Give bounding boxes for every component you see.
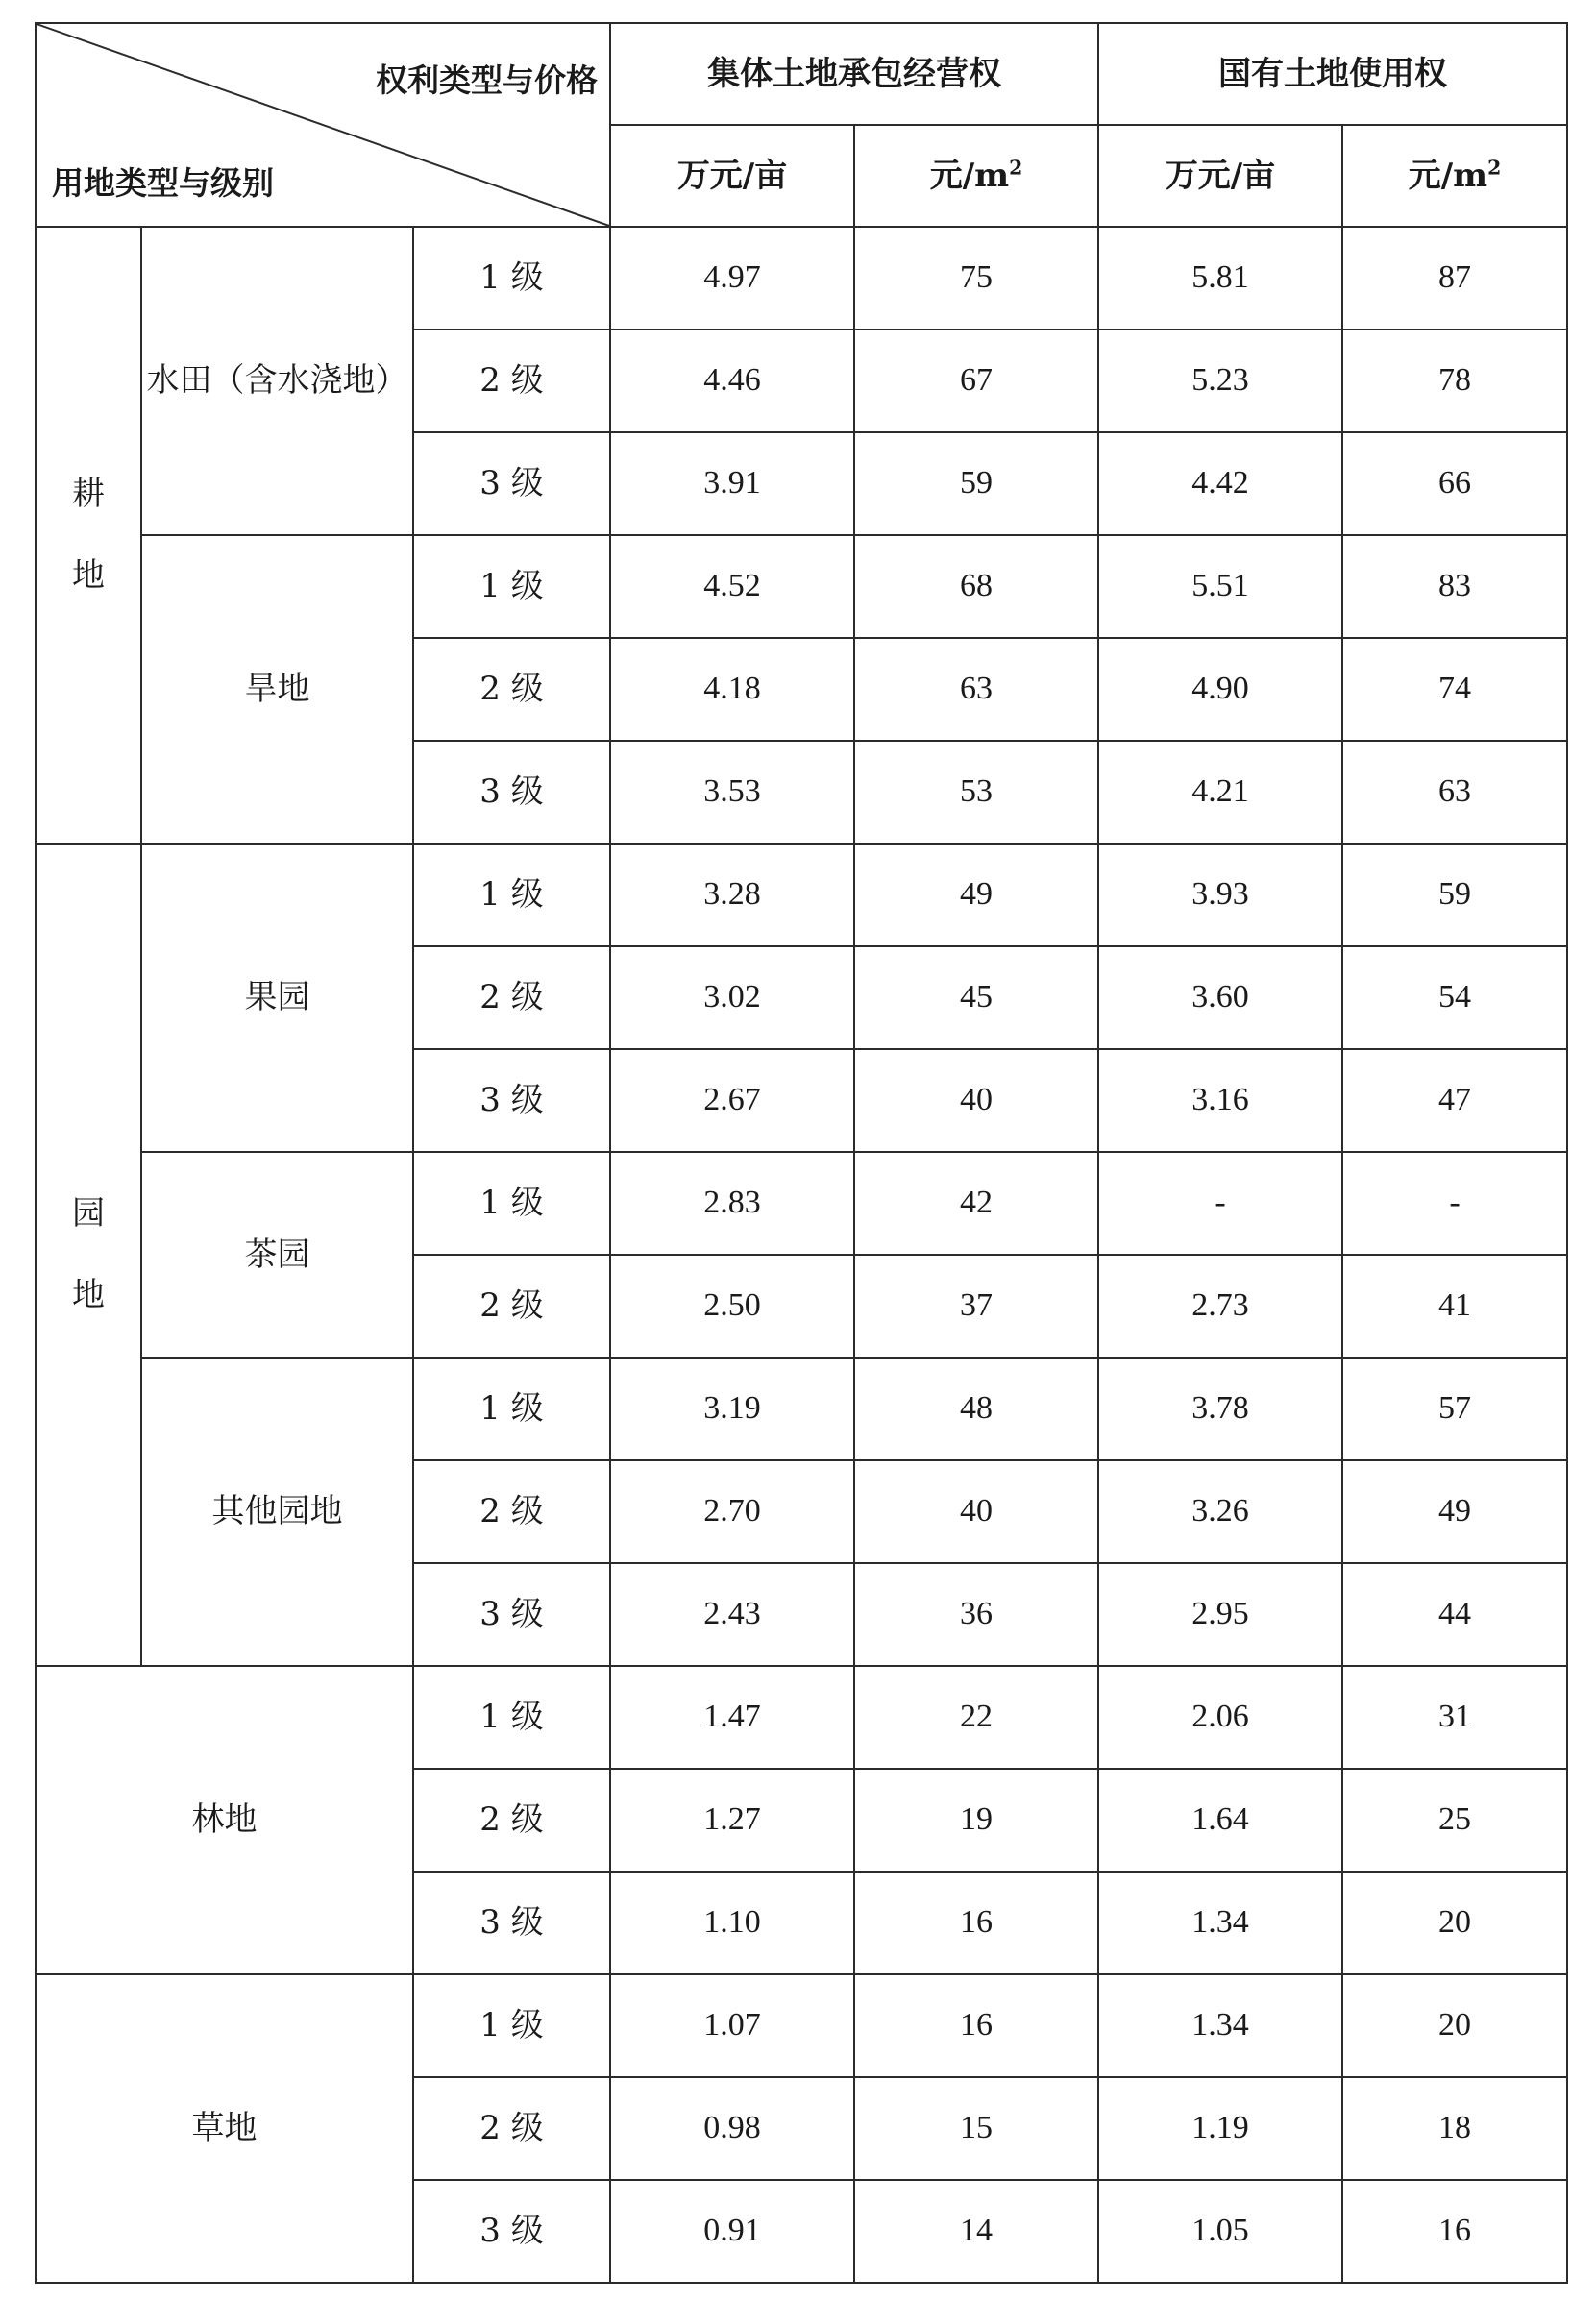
- state-price-per-mu: 1.34: [1098, 1872, 1342, 1974]
- state-price-per-m2: 41: [1342, 1255, 1567, 1358]
- collective-price-per-mu: 3.19: [610, 1358, 854, 1460]
- subcategory-label: 果园: [244, 978, 310, 1017]
- state-price-per-m2: 57: [1342, 1358, 1567, 1460]
- state-price-per-mu: 5.23: [1098, 330, 1342, 432]
- state-price-per-mu: 4.90: [1098, 638, 1342, 741]
- grade-cell: 1 级: [413, 1152, 610, 1255]
- state-price-per-m2: 49: [1342, 1460, 1567, 1563]
- table-body: [36, 23, 1567, 2283]
- state-price-per-m2: 66: [1342, 432, 1567, 535]
- unit-header-collective-m2: [854, 125, 1098, 227]
- unit-header-collective-mu: [610, 125, 854, 227]
- collective-price-per-mu: 4.18: [610, 638, 854, 741]
- grade-cell: 2 级: [413, 1255, 610, 1358]
- table-row: [36, 227, 1567, 330]
- category-cell: [36, 1666, 413, 1974]
- table-row: [36, 535, 1567, 638]
- unit-superscript: 2: [1009, 156, 1023, 180]
- land-price-table: [35, 22, 1568, 2284]
- state-price-per-mu: 1.05: [1098, 2180, 1342, 2283]
- grade-cell: 2 级: [413, 638, 610, 741]
- collective-price-per-m2: 75: [854, 227, 1098, 330]
- collective-price-per-m2: 36: [854, 1563, 1098, 1666]
- subcategory-label: 水田（含水浇地）: [146, 361, 408, 401]
- collective-price-per-mu: 4.46: [610, 330, 854, 432]
- collective-price-per-mu: 3.91: [610, 432, 854, 535]
- corner-label-landuse: 用地类型与级别: [52, 163, 274, 202]
- state-price-per-m2: 74: [1342, 638, 1567, 741]
- unit-text: 元/m: [929, 156, 1010, 195]
- collective-price-per-m2: 67: [854, 330, 1098, 432]
- table-row: [36, 1152, 1567, 1255]
- state-price-per-mu: 3.78: [1098, 1358, 1342, 1460]
- collective-price-per-m2: 19: [854, 1769, 1098, 1872]
- grade-cell: 2 级: [413, 330, 610, 432]
- grade-cell: 1 级: [413, 1358, 610, 1460]
- state-price-per-mu: 5.81: [1098, 227, 1342, 330]
- state-price-per-m2: 83: [1342, 535, 1567, 638]
- state-price-per-mu: 2.95: [1098, 1563, 1342, 1666]
- collective-price-per-mu: 3.28: [610, 844, 854, 946]
- table-row: [36, 1358, 1567, 1460]
- subcategory-cell: [141, 1358, 413, 1666]
- grade-cell: 1 级: [413, 1666, 610, 1769]
- grade-cell: 3 级: [413, 741, 610, 844]
- state-price-per-m2: -: [1342, 1152, 1567, 1255]
- collective-price-per-m2: 45: [854, 946, 1098, 1049]
- unit-text: 万元/亩: [676, 156, 788, 195]
- state-price-per-m2: 47: [1342, 1049, 1567, 1152]
- grade-cell: 1 级: [413, 227, 610, 330]
- collective-price-per-m2: 53: [854, 741, 1098, 844]
- collective-price-per-mu: 2.67: [610, 1049, 854, 1152]
- table-row: [36, 1974, 1567, 2077]
- subcategory-label: 旱地: [244, 670, 310, 709]
- collective-price-per-mu: 1.47: [610, 1666, 854, 1769]
- unit-text: 元/m: [1408, 156, 1488, 195]
- state-price-per-m2: 18: [1342, 2077, 1567, 2180]
- state-price-per-mu: 3.26: [1098, 1460, 1342, 1563]
- category-label: 林地: [191, 1800, 258, 1840]
- subcategory-cell: [141, 227, 413, 535]
- collective-price-per-mu: 2.70: [610, 1460, 854, 1563]
- grade-cell: 2 级: [413, 1460, 610, 1563]
- state-price-per-m2: 31: [1342, 1666, 1567, 1769]
- grade-cell: 2 级: [413, 1769, 610, 1872]
- unit-superscript: 2: [1487, 156, 1502, 180]
- grade-cell: 3 级: [413, 1563, 610, 1666]
- collective-price-per-m2: 15: [854, 2077, 1098, 2180]
- collective-price-per-m2: 42: [854, 1152, 1098, 1255]
- state-price-per-mu: 1.19: [1098, 2077, 1342, 2180]
- state-price-per-mu: 2.73: [1098, 1255, 1342, 1358]
- state-price-per-m2: 20: [1342, 1974, 1567, 2077]
- collective-price-per-mu: 2.50: [610, 1255, 854, 1358]
- category-cell: [36, 1974, 413, 2283]
- state-price-per-m2: 63: [1342, 741, 1567, 844]
- state-price-per-m2: 20: [1342, 1872, 1567, 1974]
- grade-cell: 3 级: [413, 1872, 610, 1974]
- state-price-per-mu: 2.06: [1098, 1666, 1342, 1769]
- collective-price-per-m2: 16: [854, 1974, 1098, 2077]
- state-price-per-m2: 87: [1342, 227, 1567, 330]
- group-header-collective: 集体土地承包经营权: [610, 23, 1098, 125]
- state-price-per-m2: 78: [1342, 330, 1567, 432]
- collective-price-per-mu: 1.10: [610, 1872, 854, 1974]
- collective-price-per-mu: 0.98: [610, 2077, 854, 2180]
- collective-price-per-mu: 4.52: [610, 535, 854, 638]
- collective-price-per-mu: 1.27: [610, 1769, 854, 1872]
- subcategory-label: 其他园地: [211, 1492, 343, 1531]
- collective-price-per-m2: 37: [854, 1255, 1098, 1358]
- collective-price-per-mu: 4.97: [610, 227, 854, 330]
- unit-text: 万元/亩: [1165, 156, 1276, 195]
- state-price-per-m2: 59: [1342, 844, 1567, 946]
- category-label: 耕 地: [72, 475, 105, 596]
- collective-price-per-mu: 0.91: [610, 2180, 854, 2283]
- state-price-per-mu: 4.42: [1098, 432, 1342, 535]
- corner-diagonal-cell: [36, 23, 610, 227]
- grade-cell: 1 级: [413, 844, 610, 946]
- category-cell: [36, 844, 141, 1666]
- subcategory-label: 茶园: [244, 1235, 310, 1274]
- collective-price-per-m2: 49: [854, 844, 1098, 946]
- category-cell: [36, 227, 141, 844]
- unit-header-state-mu: [1098, 125, 1342, 227]
- state-price-per-m2: 25: [1342, 1769, 1567, 1872]
- collective-price-per-m2: 14: [854, 2180, 1098, 2283]
- state-price-per-mu: 4.21: [1098, 741, 1342, 844]
- grade-cell: 1 级: [413, 1974, 610, 2077]
- table-row: [36, 844, 1567, 946]
- unit-header-state-m2: [1342, 125, 1567, 227]
- subcategory-cell: [141, 535, 413, 844]
- table-row: [36, 1666, 1567, 1769]
- collective-price-per-mu: 3.53: [610, 741, 854, 844]
- state-price-per-mu: 1.34: [1098, 1974, 1342, 2077]
- category-label: 园 地: [72, 1194, 105, 1315]
- subcategory-cell: [141, 844, 413, 1152]
- collective-price-per-mu: 2.83: [610, 1152, 854, 1255]
- group-header-state: 国有土地使用权: [1098, 23, 1567, 125]
- state-price-per-mu: 3.16: [1098, 1049, 1342, 1152]
- grade-cell: 1 级: [413, 535, 610, 638]
- state-price-per-mu: 3.93: [1098, 844, 1342, 946]
- grade-cell: 3 级: [413, 2180, 610, 2283]
- collective-price-per-m2: 22: [854, 1666, 1098, 1769]
- state-price-per-mu: 5.51: [1098, 535, 1342, 638]
- state-price-per-m2: 16: [1342, 2180, 1567, 2283]
- category-label: 草地: [191, 2109, 258, 2148]
- collective-price-per-m2: 16: [854, 1872, 1098, 1974]
- grade-cell: 2 级: [413, 2077, 610, 2180]
- state-price-per-m2: 44: [1342, 1563, 1567, 1666]
- collective-price-per-m2: 48: [854, 1358, 1098, 1460]
- grade-cell: 2 级: [413, 946, 610, 1049]
- collective-price-per-m2: 40: [854, 1049, 1098, 1152]
- state-price-per-m2: 54: [1342, 946, 1567, 1049]
- header-row-groups: [36, 23, 1567, 125]
- collective-price-per-mu: 3.02: [610, 946, 854, 1049]
- collective-price-per-mu: 2.43: [610, 1563, 854, 1666]
- state-price-per-mu: -: [1098, 1152, 1342, 1255]
- subcategory-cell: [141, 1152, 413, 1358]
- collective-price-per-m2: 68: [854, 535, 1098, 638]
- collective-price-per-m2: 59: [854, 432, 1098, 535]
- grade-cell: 3 级: [413, 432, 610, 535]
- state-price-per-mu: 1.64: [1098, 1769, 1342, 1872]
- collective-price-per-m2: 40: [854, 1460, 1098, 1563]
- collective-price-per-mu: 1.07: [610, 1974, 854, 2077]
- grade-cell: 3 级: [413, 1049, 610, 1152]
- state-price-per-mu: 3.60: [1098, 946, 1342, 1049]
- collective-price-per-m2: 63: [854, 638, 1098, 741]
- corner-label-rights: 权利类型与价格: [376, 61, 599, 99]
